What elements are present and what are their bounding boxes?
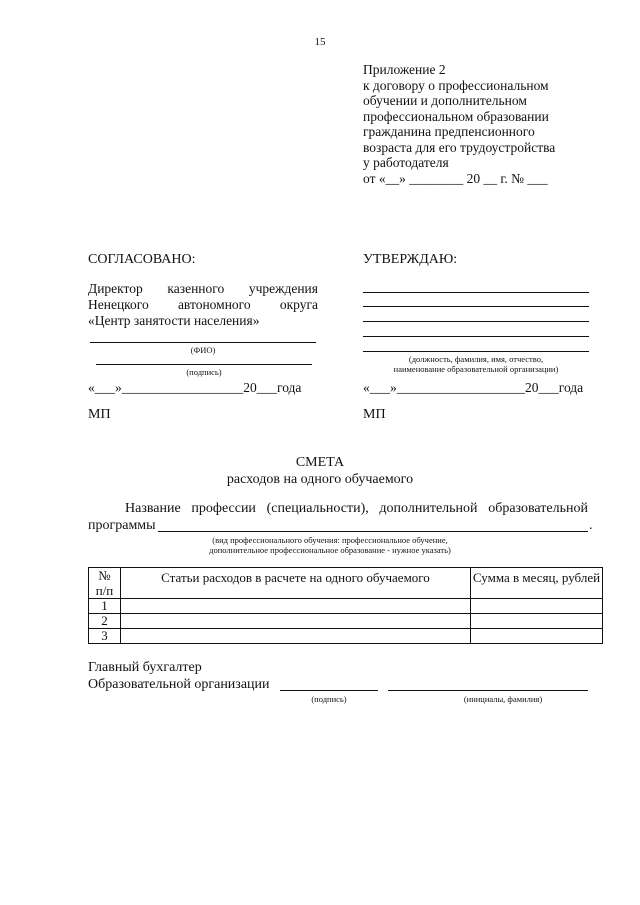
estimate-title: СМЕТА [295,455,345,470]
approve-line [363,336,589,337]
appendix-block [363,62,593,186]
row-sum-cell[interactable] [471,614,603,629]
accountant-signature-line [280,690,378,691]
program-end: . [589,518,593,533]
agreed-line-3: «Центр занятости населения» [88,313,260,328]
word: автономного [177,297,251,312]
program-line [125,500,588,517]
approve-line [363,321,589,322]
accountant-initials-line [388,690,588,691]
agreed-stamp: МП [88,407,111,422]
approve-line [363,351,589,352]
signature-caption: (подпись) [186,367,222,377]
word: дополнительной [379,501,478,516]
row-item-cell[interactable] [121,599,471,614]
row-num: 3 [89,629,121,644]
program-caption-2: дополнительное профессиональное образование - нужное указать) [209,545,451,555]
appendix-line: гражданина предпенсионного [363,124,535,139]
approve-caption-1: (должность, фамилия, имя, отчество, [408,354,544,364]
row-sum-cell[interactable] [471,599,603,614]
appendix-line: возраста для его трудоустройства [363,139,556,155]
row-item-cell[interactable] [121,614,471,629]
accountant-title: Главный бухгалтер [88,660,202,675]
estimate-subtitle: расходов на одного обучаемого [226,472,414,487]
page-number: 15 [314,36,326,48]
accountant-initials-caption: (инициалы, фамилия) [463,694,543,704]
row-num: 1 [89,599,121,614]
approve-date: «___»___________________20___года [363,380,584,395]
approve-line [363,292,589,293]
header-num-line: № [98,568,111,583]
agreed-heading: СОГЛАСОВАНО: [88,252,196,267]
appendix-line: профессиональном образовании [363,108,549,124]
table-row [89,599,603,614]
fio-caption: (ФИО) [190,345,216,355]
word: Директор [88,281,143,296]
program-word: программы [88,518,156,533]
appendix-line: у работодателя [363,155,449,170]
table-row [89,629,603,644]
appendix-line: от «__» ________ 20 __ г. № ___ [363,170,548,186]
approve-heading: УТВЕРЖДАЮ: [363,252,458,267]
word: казенного [167,281,225,296]
header-num-line: п/п [95,583,114,598]
word: Название [125,501,181,516]
row-item-cell[interactable] [121,629,471,644]
approve-caption-2: наименование образовательной организации) [393,364,559,374]
agreed-date: «___»__________________20___года [88,380,302,395]
signature-line [96,364,312,365]
agreed-position [88,281,318,329]
approve-line [363,306,589,307]
header-sum: Сумма в месяц, рублей [471,568,603,599]
row-sum-cell[interactable] [471,629,603,644]
appendix-line: к договору о профессиональном [363,77,549,93]
word: округа [279,297,318,312]
word: учреждения [248,281,318,296]
cost-table [88,567,603,644]
agreed-line-2 [88,297,318,313]
header-items: Статьи расходов в расчете на одного обучаемого [121,568,471,599]
fio-line [90,342,316,343]
word: Ненецкого [88,297,149,312]
table-row [89,614,603,629]
word: (специальности), [266,501,369,516]
accountant-signature-caption: (подпись) [311,694,347,704]
appendix-line: обучении и дополнительном [363,93,527,108]
approve-stamp: МП [363,407,386,422]
header-num [89,568,121,599]
appendix-line: Приложение 2 [363,62,446,77]
table-header-row [89,568,603,599]
word: профессии [191,501,256,516]
program-caption-1: (вид профессионального обучения: профессиональное обучение, [212,535,448,545]
program-fill-line [158,531,588,532]
word: образовательной [488,501,588,516]
accountant-org: Образовательной организации [88,677,270,692]
agreed-line-1 [88,281,318,297]
row-num: 2 [89,614,121,629]
